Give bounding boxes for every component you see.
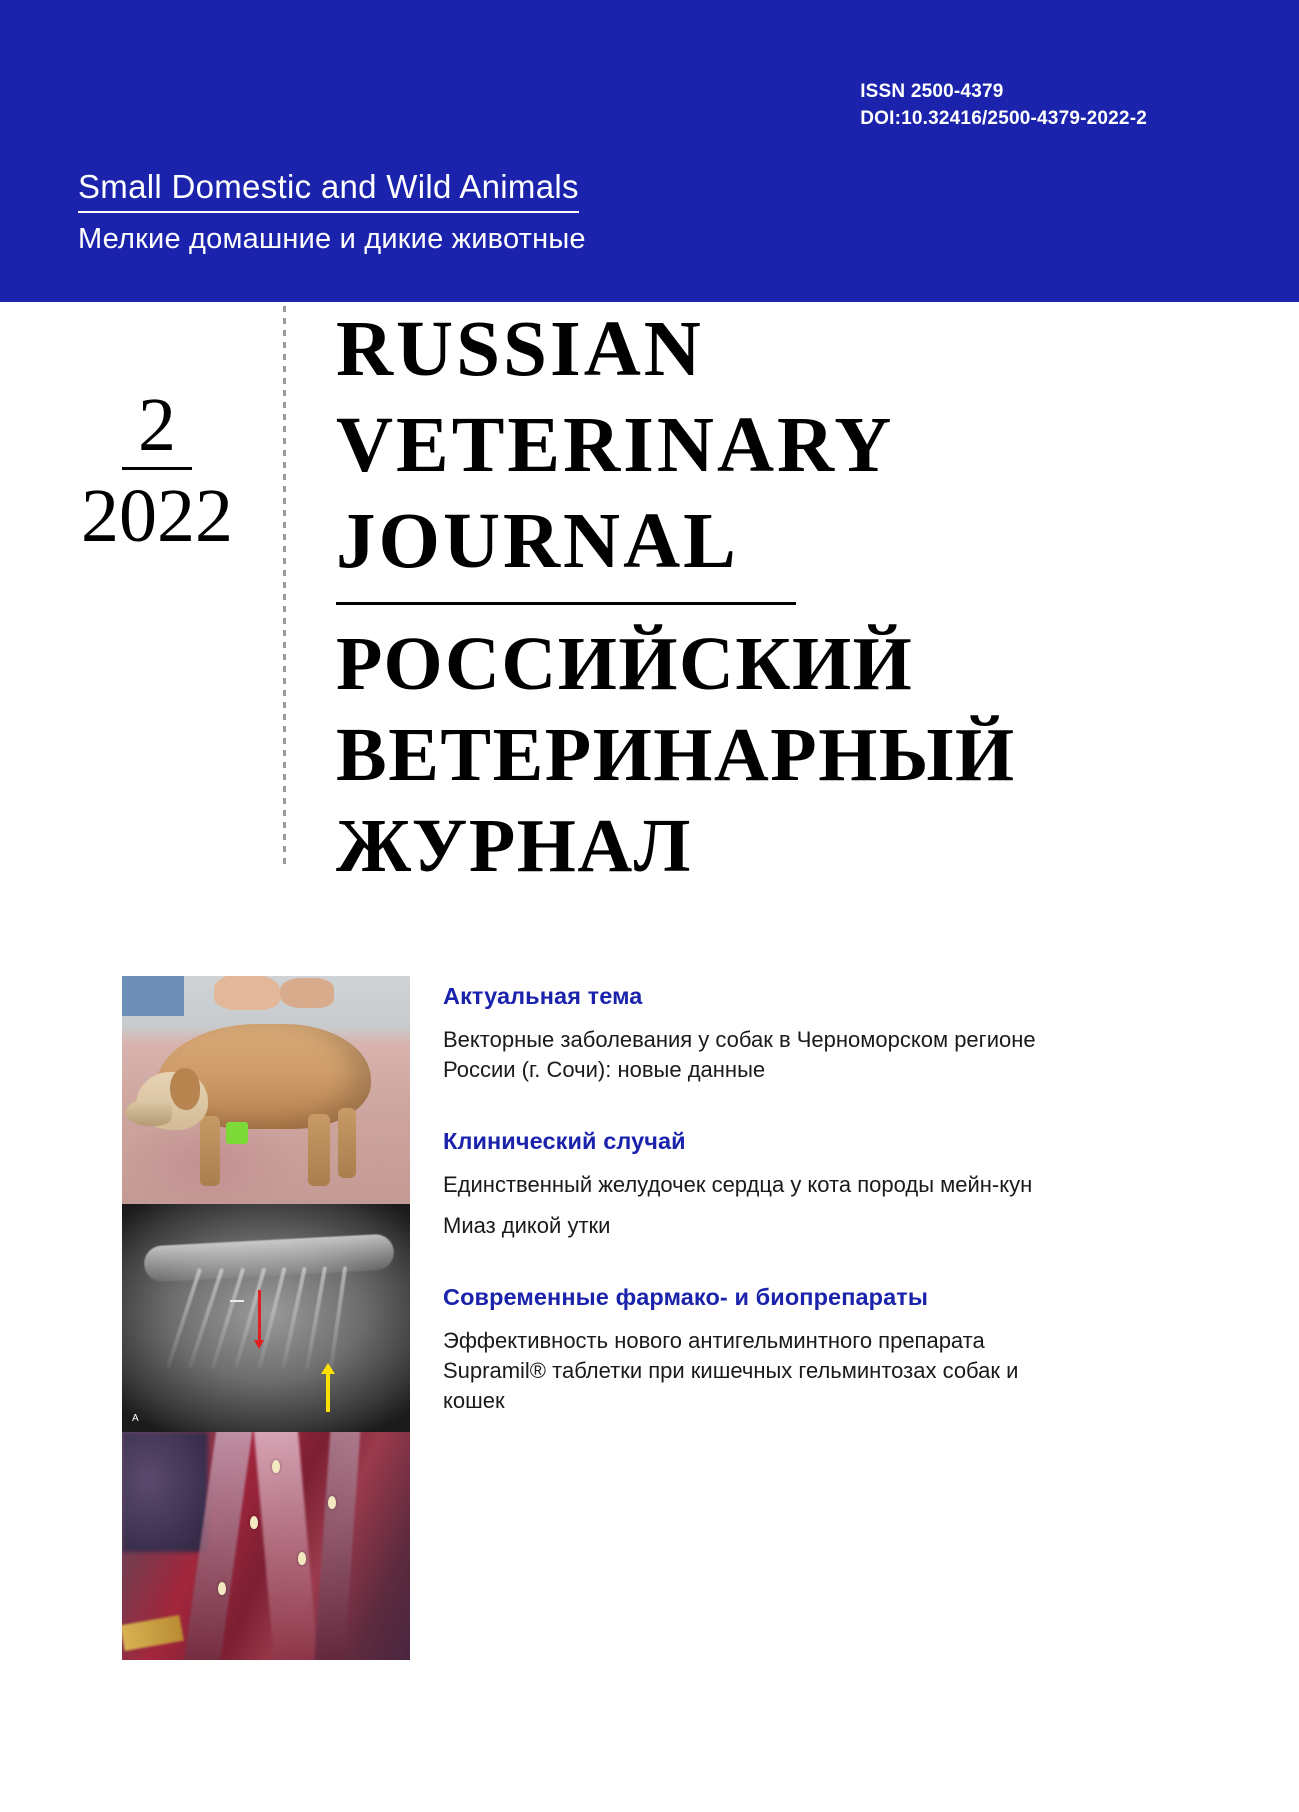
contents-text-column [443,982,1083,1446]
contents-heading-topical: Актуальная тема [443,983,643,1009]
contents-item-topical-1[interactable]: Векторные заболевания у собак в Черноморском регионе России (г. Сочи): новые данные [443,1027,1036,1082]
issn-doi-block [860,78,1147,132]
photo-surgical-larva [328,1496,336,1509]
photo-surgical-tissue-band [253,1432,319,1660]
banner-title-group [78,168,586,256]
radiograph-rib [281,1267,307,1370]
photo-dog-leg-mid [308,1114,330,1186]
photo-dog-snout [126,1100,172,1126]
photo-surgical-larva [272,1460,280,1473]
radiograph-panel-label: A [132,1413,139,1424]
photo-dog [122,976,410,1204]
title-divider-rule [336,602,796,605]
radiograph-rib [329,1266,347,1370]
radiograph-marker-line [230,1300,244,1302]
journal-title-en-line3: JOURNAL [336,498,739,585]
contents-item-clinical-1[interactable]: Единственный желудочек сердца у кота породы мейн-кун [443,1172,1033,1197]
radiograph-yellow-arrow-icon [326,1372,330,1412]
photo-surgical-yellow-tissue [122,1615,184,1651]
journal-title-en-line1: RUSSIAN [336,306,704,393]
photo-surgical-larva [218,1582,226,1595]
banner-title-en: Small Domestic and Wild Animals [78,168,579,213]
photo-surgical-larva [250,1516,258,1529]
radiograph-spine [143,1233,395,1282]
contents-heading-pharma: Современные фармако- и биопрепараты [443,1284,929,1310]
radiograph-red-arrow-icon [258,1290,261,1342]
photo-surgical [122,1432,410,1660]
cover-contents-area [0,960,1299,1600]
photo-dog-background-detail [122,976,184,1016]
contents-section-topical [443,982,1083,1085]
vertical-dotted-divider [283,306,286,866]
photo-dog-hand-right [280,978,334,1008]
issue-number: 2 [122,387,192,470]
journal-title-ru-line3: ЖУРНАЛ [336,804,692,888]
photo-surgical-shadow [122,1432,208,1552]
banner-title-ru: Мелкие домашние и дикие животные [78,223,586,255]
photo-dog-ear [170,1068,200,1110]
photo-dog-bandage [226,1122,248,1144]
photo-dog-leg-front [200,1116,220,1186]
photo-dog-hand-left [214,976,280,1010]
photo-radiograph [122,1204,410,1432]
issue-block [62,383,252,558]
contents-heading-clinical-case: Клинический случай [443,1128,686,1154]
cover-banner [0,0,1299,302]
radiograph-rib [305,1266,327,1369]
journal-title-ru-line1: РОССИЙСКИЙ [336,622,914,706]
issue-year: 2022 [81,474,233,558]
photo-surgical-larva [298,1552,306,1565]
contents-section-pharma [443,1283,1083,1416]
masthead [0,302,1299,942]
photo-surgical-tissue-band [313,1432,360,1660]
issn-text: ISSN 2500-4379 [860,81,1004,102]
contents-item-pharma-1[interactable]: Эффективность нового антигельминтного препарата Supramil® таблетки при кишечных гельминтозах собак и кошек [443,1328,1019,1413]
contents-section-clinical-case [443,1127,1083,1241]
journal-title-en-line2: VETERINARY [336,402,895,489]
journal-title-block [336,302,1166,892]
journal-title-ru-line2: ВЕТЕРИНАРНЫЙ [336,713,1016,797]
photo-dog-leg-rear [338,1108,356,1178]
doi-text: DOI:10.32416/2500-4379-2022-2 [860,108,1147,129]
contents-item-clinical-2[interactable]: Миаз дикой утки [443,1213,611,1238]
cover-photo-column [122,976,410,1660]
